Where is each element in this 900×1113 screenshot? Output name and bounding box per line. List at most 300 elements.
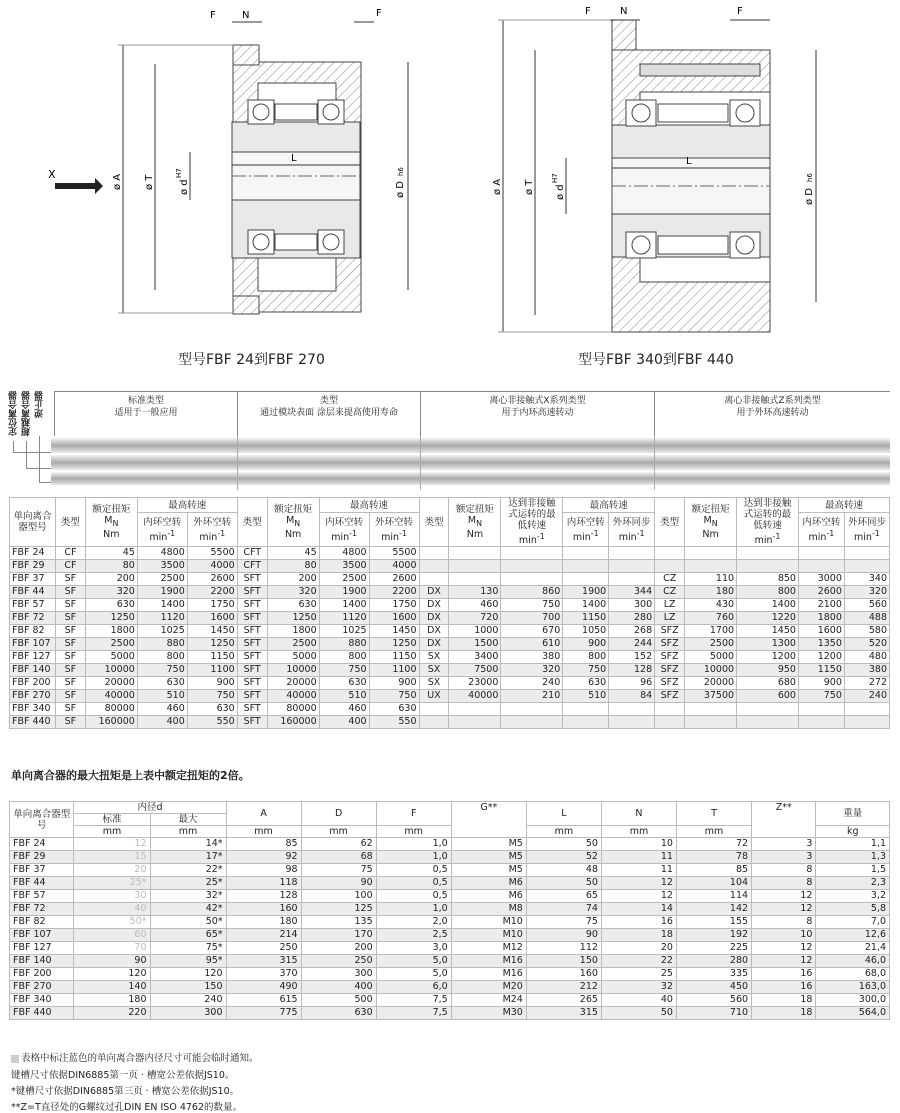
table-row <box>10 716 890 729</box>
table-cell: 3,2 <box>816 890 890 903</box>
table-cell: 1450 <box>187 625 237 638</box>
table-cell: 800 <box>319 651 369 664</box>
band-col-standard: 标准类型 适用于一般应用 <box>54 391 237 436</box>
table-cell: 16 <box>752 968 816 981</box>
table-cell: 160 <box>226 903 301 916</box>
table-cell: M8 <box>451 903 526 916</box>
table-cell <box>563 547 609 560</box>
vlabel-overrunning: 超越离合器 <box>22 391 32 436</box>
table-cell: 1120 <box>319 612 369 625</box>
table-cell: 2200 <box>369 586 419 599</box>
table-cell: 68 <box>301 851 376 864</box>
table-cell: 80000 <box>85 703 137 716</box>
table-cell: 85 <box>676 864 751 877</box>
table-cell <box>798 716 844 729</box>
table-cell: 8 <box>752 877 816 890</box>
table-cell: 1450 <box>737 625 799 638</box>
left-dim-T: ø T <box>144 174 155 190</box>
table-cell <box>449 560 501 573</box>
table-cell: 900 <box>187 677 237 690</box>
table-cell: 520 <box>844 638 889 651</box>
table-cell: 510 <box>319 690 369 703</box>
table-cell: SF <box>55 716 85 729</box>
left-dim-d-sup: H7 <box>175 168 183 178</box>
table-cell: 22* <box>150 864 226 877</box>
t1-h-inner-3: 内环空转 $\min^{-1}$ <box>563 513 609 547</box>
table-cell: FBF 72 <box>10 612 56 625</box>
table-cell: M16 <box>451 968 526 981</box>
table-cell: 180 <box>226 916 301 929</box>
table-cell: 40 <box>601 994 676 1007</box>
table-cell: 1500 <box>449 638 501 651</box>
table-cell: M5 <box>451 851 526 864</box>
table-cell: FBF 107 <box>10 929 74 942</box>
table-cell: 265 <box>526 994 601 1007</box>
left-dim-F: F <box>210 10 216 21</box>
table-cell: 11 <box>601 864 676 877</box>
table-cell <box>449 573 501 586</box>
table-cell: 18 <box>601 929 676 942</box>
table-cell: 500 <box>301 994 376 1007</box>
table-cell: 25* <box>150 877 226 890</box>
table-cell: 12 <box>601 877 676 890</box>
table-cell: 11 <box>601 851 676 864</box>
table-cell: SF <box>55 664 85 677</box>
table-cell <box>685 716 737 729</box>
table-row <box>10 877 890 890</box>
table-row <box>10 994 890 1007</box>
table-cell: 90 <box>74 955 150 968</box>
table-cell: 800 <box>563 651 609 664</box>
table-cell: 90 <box>526 929 601 942</box>
table-cell: SX <box>419 651 449 664</box>
table-cell: 1900 <box>319 586 369 599</box>
table-cell: 45 <box>85 547 137 560</box>
table-row <box>10 903 890 916</box>
table-cell: SFZ <box>655 690 685 703</box>
table-cell: 300,0 <box>816 994 890 1007</box>
table-row <box>10 703 890 716</box>
table-cell: M5 <box>451 864 526 877</box>
table-cell: FBF 140 <box>10 664 56 677</box>
table-cell: 5,8 <box>816 903 890 916</box>
table-cell <box>609 573 655 586</box>
left-dim-D: ø D <box>395 181 406 198</box>
table-cell: 46,0 <box>816 955 890 968</box>
table-cell: 20000 <box>267 677 319 690</box>
table-cell: 50 <box>601 1007 676 1020</box>
table-cell: 152 <box>609 651 655 664</box>
table-cell: FBF 29 <box>10 560 56 573</box>
table-cell: SF <box>55 651 85 664</box>
table-cell: 800 <box>737 586 799 599</box>
table-cell: 20 <box>601 942 676 955</box>
table-cell: SFT <box>237 612 267 625</box>
table-cell <box>609 716 655 729</box>
table-cell: CFT <box>237 547 267 560</box>
table-cell <box>737 547 799 560</box>
table-cell: 680 <box>737 677 799 690</box>
t1-h-inner-1: 内环空转 $\min^{-1}$ <box>137 513 187 547</box>
table-cell: DX <box>419 612 449 625</box>
table-cell: 3 <box>752 838 816 851</box>
table-cell <box>419 560 449 573</box>
table-cell: SF <box>55 599 85 612</box>
table-cell: 20 <box>74 864 150 877</box>
table-cell: 460 <box>449 599 501 612</box>
table-cell: 300 <box>150 1007 226 1020</box>
table-cell: SFT <box>237 703 267 716</box>
table-cell: 1700 <box>685 625 737 638</box>
table-cell: FBF 127 <box>10 651 56 664</box>
table-cell: 220 <box>74 1007 150 1020</box>
band-col-z-series: 离心非接触式Z系列类型 用于外环高速转动 <box>654 391 890 436</box>
table-cell: 775 <box>226 1007 301 1020</box>
table-cell: 1400 <box>563 599 609 612</box>
table-cell: 1900 <box>563 586 609 599</box>
t1-h-type-4: 类型 <box>655 498 685 547</box>
table-cell: 90 <box>301 877 376 890</box>
table-cell: 4000 <box>369 560 419 573</box>
table-cell: 16 <box>752 981 816 994</box>
table-cell: 344 <box>609 586 655 599</box>
t2-h-weight: 重量 <box>816 802 890 826</box>
table-cell <box>798 703 844 716</box>
table-cell: 1600 <box>369 612 419 625</box>
left-dim-F2: F <box>376 8 382 19</box>
t2-u-A: mm <box>226 826 301 838</box>
t1-h-maxspeed-4: 最高转速 <box>798 498 889 513</box>
table-cell: LZ <box>655 612 685 625</box>
table-row <box>10 1007 890 1020</box>
table-cell: 3,0 <box>376 942 451 955</box>
t2-h-G: G** <box>451 802 526 838</box>
table-cell <box>737 703 799 716</box>
table-cell: SFT <box>237 625 267 638</box>
table-row <box>10 838 890 851</box>
table-cell: CZ <box>655 573 685 586</box>
table-cell: 20000 <box>85 677 137 690</box>
table-cell: 4800 <box>319 547 369 560</box>
table-cell: 12 <box>601 890 676 903</box>
t1-h-liftoff-1: 达到非接触式运转的最低转速 $\min^{-1}$ <box>501 498 563 547</box>
table-cell: 750 <box>137 664 187 677</box>
right-dim-d-sup: H7 <box>551 173 559 183</box>
table-cell: 2500 <box>137 573 187 586</box>
table-cell: SFT <box>237 677 267 690</box>
table-cell: 1150 <box>798 664 844 677</box>
table-row <box>10 677 890 690</box>
table-cell: SF <box>55 625 85 638</box>
table-cell: 3 <box>752 851 816 864</box>
table-cell: 1150 <box>187 651 237 664</box>
table-cell: FBF 44 <box>10 877 74 890</box>
table-row <box>10 586 890 599</box>
table-row <box>10 929 890 942</box>
table-cell: 700 <box>501 612 563 625</box>
table-cell: 268 <box>609 625 655 638</box>
band-bar-1 <box>51 438 890 453</box>
table-cell: 80 <box>267 560 319 573</box>
table-cell: 0,5 <box>376 864 451 877</box>
table-cell: 62 <box>301 838 376 851</box>
table-cell: 1,1 <box>816 838 890 851</box>
table-cell: DX <box>419 638 449 651</box>
table-cell: 380 <box>844 664 889 677</box>
table-cell: 1600 <box>798 625 844 638</box>
table-cell: 1400 <box>737 599 799 612</box>
t2-h-max: 最大 <box>150 814 226 826</box>
table-cell: 200 <box>267 573 319 586</box>
table-cell: SFT <box>237 599 267 612</box>
table-cell: 25* <box>74 877 150 890</box>
footnote-2: 键槽尺寸依据DIN6885第一页 · 槽宽公差依据JS10。 <box>11 1070 235 1081</box>
table-cell: SFZ <box>655 651 685 664</box>
left-drawing-caption: 型号FBF 24到FBF 270 <box>178 352 325 368</box>
table-cell: 65 <box>526 890 601 903</box>
t2-h-N: N <box>601 802 676 826</box>
table-cell: 50 <box>526 877 601 890</box>
table-cell: 40000 <box>449 690 501 703</box>
table-cell: 135 <box>301 916 376 929</box>
table-cell: 12,6 <box>816 929 890 942</box>
table-cell: 2,0 <box>376 916 451 929</box>
table-cell: 380 <box>501 651 563 664</box>
table-cell: 240 <box>844 690 889 703</box>
table-cell: SFT <box>237 716 267 729</box>
table-cell: 60 <box>74 929 150 942</box>
table-cell: 12 <box>752 955 816 968</box>
table-cell: 25 <box>601 968 676 981</box>
table-cell: 21,4 <box>816 942 890 955</box>
table-row <box>10 573 890 586</box>
table-cell: 860 <box>501 586 563 599</box>
table-cell: SF <box>55 586 85 599</box>
t1-h-outersync-4: 外环同步 $\min^{-1}$ <box>844 513 889 547</box>
table-cell: 74 <box>526 903 601 916</box>
table-cell: 23000 <box>449 677 501 690</box>
table-cell: CFT <box>237 560 267 573</box>
table-cell <box>501 716 563 729</box>
table-cell: 250 <box>301 955 376 968</box>
table-cell: 320 <box>501 664 563 677</box>
right-drawing <box>492 6 816 332</box>
table-cell: 210 <box>501 690 563 703</box>
table-cell: FBF 24 <box>10 547 56 560</box>
table-cell: SFT <box>237 690 267 703</box>
table-cell: 40000 <box>85 690 137 703</box>
table-cell <box>655 560 685 573</box>
table-cell: 750 <box>798 690 844 703</box>
footnote-4: **Z=T直径处的G螺纹过孔DIN EN ISO 4762的数量。 <box>11 1102 243 1113</box>
table-cell: 160000 <box>85 716 137 729</box>
table-cell: 600 <box>737 690 799 703</box>
table-cell: 155 <box>676 916 751 929</box>
table-cell: 68,0 <box>816 968 890 981</box>
table-cell: SF <box>55 573 85 586</box>
table-cell: 0,5 <box>376 877 451 890</box>
table-cell: 32 <box>601 981 676 994</box>
table-cell: M30 <box>451 1007 526 1020</box>
t2-u-D: mm <box>301 826 376 838</box>
table-cell <box>563 560 609 573</box>
table-cell: 78 <box>676 851 751 864</box>
torque-note: 单向离合器的最大扭矩是上表中额定扭矩的2倍。 <box>11 769 250 782</box>
table-cell: 30 <box>74 890 150 903</box>
table-cell <box>563 716 609 729</box>
table-cell: 2500 <box>319 573 369 586</box>
table-cell: 510 <box>137 690 187 703</box>
t2-h-std: 标准 <box>74 814 150 826</box>
table-cell: 80 <box>85 560 137 573</box>
table-cell: 550 <box>187 716 237 729</box>
t2-body <box>10 838 890 1020</box>
table-cell: SX <box>419 677 449 690</box>
table-cell: 720 <box>449 612 501 625</box>
table-cell <box>419 703 449 716</box>
right-dim-F: F <box>585 6 591 17</box>
table-cell: FBF 29 <box>10 851 74 864</box>
table-cell: 1025 <box>319 625 369 638</box>
table-cell: 40 <box>74 903 150 916</box>
table-cell: 1250 <box>187 638 237 651</box>
band-bar-2 <box>51 455 890 470</box>
table-cell: SF <box>55 703 85 716</box>
table-cell <box>501 703 563 716</box>
right-dim-D: ø D <box>804 188 815 205</box>
table-cell: SF <box>55 638 85 651</box>
left-dim-A: ø A <box>112 173 123 190</box>
table-cell: 1200 <box>737 651 799 664</box>
table-cell <box>419 547 449 560</box>
table-cell: 10000 <box>85 664 137 677</box>
table-cell: 75* <box>150 942 226 955</box>
table-cell: 65* <box>150 929 226 942</box>
table-cell: 212 <box>526 981 601 994</box>
table-cell: 130 <box>449 586 501 599</box>
table-cell: LZ <box>655 599 685 612</box>
table-cell: SFZ <box>655 625 685 638</box>
table-cell: 1120 <box>137 612 187 625</box>
table-cell: 163,0 <box>816 981 890 994</box>
right-dim-A: ø A <box>492 178 503 195</box>
t1-body <box>10 547 890 729</box>
table-cell: 96 <box>609 677 655 690</box>
table-cell: 7,5 <box>376 994 451 1007</box>
table-cell <box>419 716 449 729</box>
table-cell: 1,3 <box>816 851 890 864</box>
table-cell: 750 <box>319 664 369 677</box>
t2-h-model: 单向离合器型号 <box>10 802 74 838</box>
gray-square-icon <box>11 1055 19 1063</box>
table-cell: 280 <box>676 955 751 968</box>
table-cell: 2500 <box>685 638 737 651</box>
t2-h-L: L <box>526 802 601 826</box>
table-cell: FBF 440 <box>10 1007 74 1020</box>
table-cell: FBF 72 <box>10 903 74 916</box>
table-cell: FBF 44 <box>10 586 56 599</box>
table-cell <box>655 703 685 716</box>
table-cell: 480 <box>844 651 889 664</box>
vlabel-indexing: 定位离合器 <box>9 391 19 436</box>
table-cell: 560 <box>844 599 889 612</box>
table-cell: 18 <box>752 1007 816 1020</box>
table-cell: 1150 <box>563 612 609 625</box>
table-cell: 460 <box>319 703 369 716</box>
table-cell: SFT <box>237 586 267 599</box>
table-cell: 340 <box>844 573 889 586</box>
table-cell: 880 <box>319 638 369 651</box>
table-cell: 85 <box>226 838 301 851</box>
table-cell: 12 <box>752 942 816 955</box>
table-cell: 560 <box>676 994 751 1007</box>
table-cell: 1450 <box>369 625 419 638</box>
table-cell <box>501 547 563 560</box>
t1-h-torque-1: 额定扭矩 $M_N$ Nm <box>85 498 137 547</box>
table-cell: 1250 <box>369 638 419 651</box>
table-cell: FBF 57 <box>10 890 74 903</box>
table-cell: 760 <box>685 612 737 625</box>
table-cell <box>685 703 737 716</box>
table-cell: 4000 <box>187 560 237 573</box>
table-cell: 192 <box>676 929 751 942</box>
table-cell: 1,5 <box>816 864 890 877</box>
table-cell: 490 <box>226 981 301 994</box>
table-cell: 0,5 <box>376 890 451 903</box>
right-drawing-caption: 型号FBF 340到FBF 440 <box>578 352 734 368</box>
table-cell: FBF 107 <box>10 638 56 651</box>
table-cell: 400 <box>137 716 187 729</box>
left-dim-N: N <box>242 10 250 21</box>
table-cell: 6,0 <box>376 981 451 994</box>
table-cell: 800 <box>137 651 187 664</box>
table-cell: 214 <box>226 929 301 942</box>
table-cell: 125 <box>301 903 376 916</box>
left-drawing <box>48 8 408 314</box>
table-cell: 12 <box>752 890 816 903</box>
table-cell: 100 <box>301 890 376 903</box>
table-cell: 45 <box>267 547 319 560</box>
table-cell <box>798 560 844 573</box>
table-cell <box>501 560 563 573</box>
table-cell: 92 <box>226 851 301 864</box>
table-cell: 1,0 <box>376 903 451 916</box>
table-row <box>10 690 890 703</box>
table-row <box>10 942 890 955</box>
table-cell: 75 <box>301 864 376 877</box>
table-cell: 200 <box>301 942 376 955</box>
table-cell: CF <box>55 547 85 560</box>
table-cell: 630 <box>369 703 419 716</box>
table-cell: 710 <box>676 1007 751 1020</box>
table-row <box>10 981 890 994</box>
table-cell: 610 <box>501 638 563 651</box>
t1-h-outer-2: 外环空转 $\min^{-1}$ <box>369 513 419 547</box>
table-cell: 244 <box>609 638 655 651</box>
t2-u-max: mm <box>150 826 226 838</box>
technical-drawings <box>0 0 900 345</box>
table-cell: SFT <box>237 664 267 677</box>
table-cell: 160 <box>526 968 601 981</box>
table-cell: 7,0 <box>816 916 890 929</box>
table-cell: 2500 <box>267 638 319 651</box>
table-cell: 200 <box>85 573 137 586</box>
table-cell: M24 <box>451 994 526 1007</box>
table-cell: DX <box>419 625 449 638</box>
table-cell <box>419 573 449 586</box>
t1-h-maxspeed-3: 最高转速 <box>563 498 655 513</box>
table-cell: FBF 440 <box>10 716 56 729</box>
